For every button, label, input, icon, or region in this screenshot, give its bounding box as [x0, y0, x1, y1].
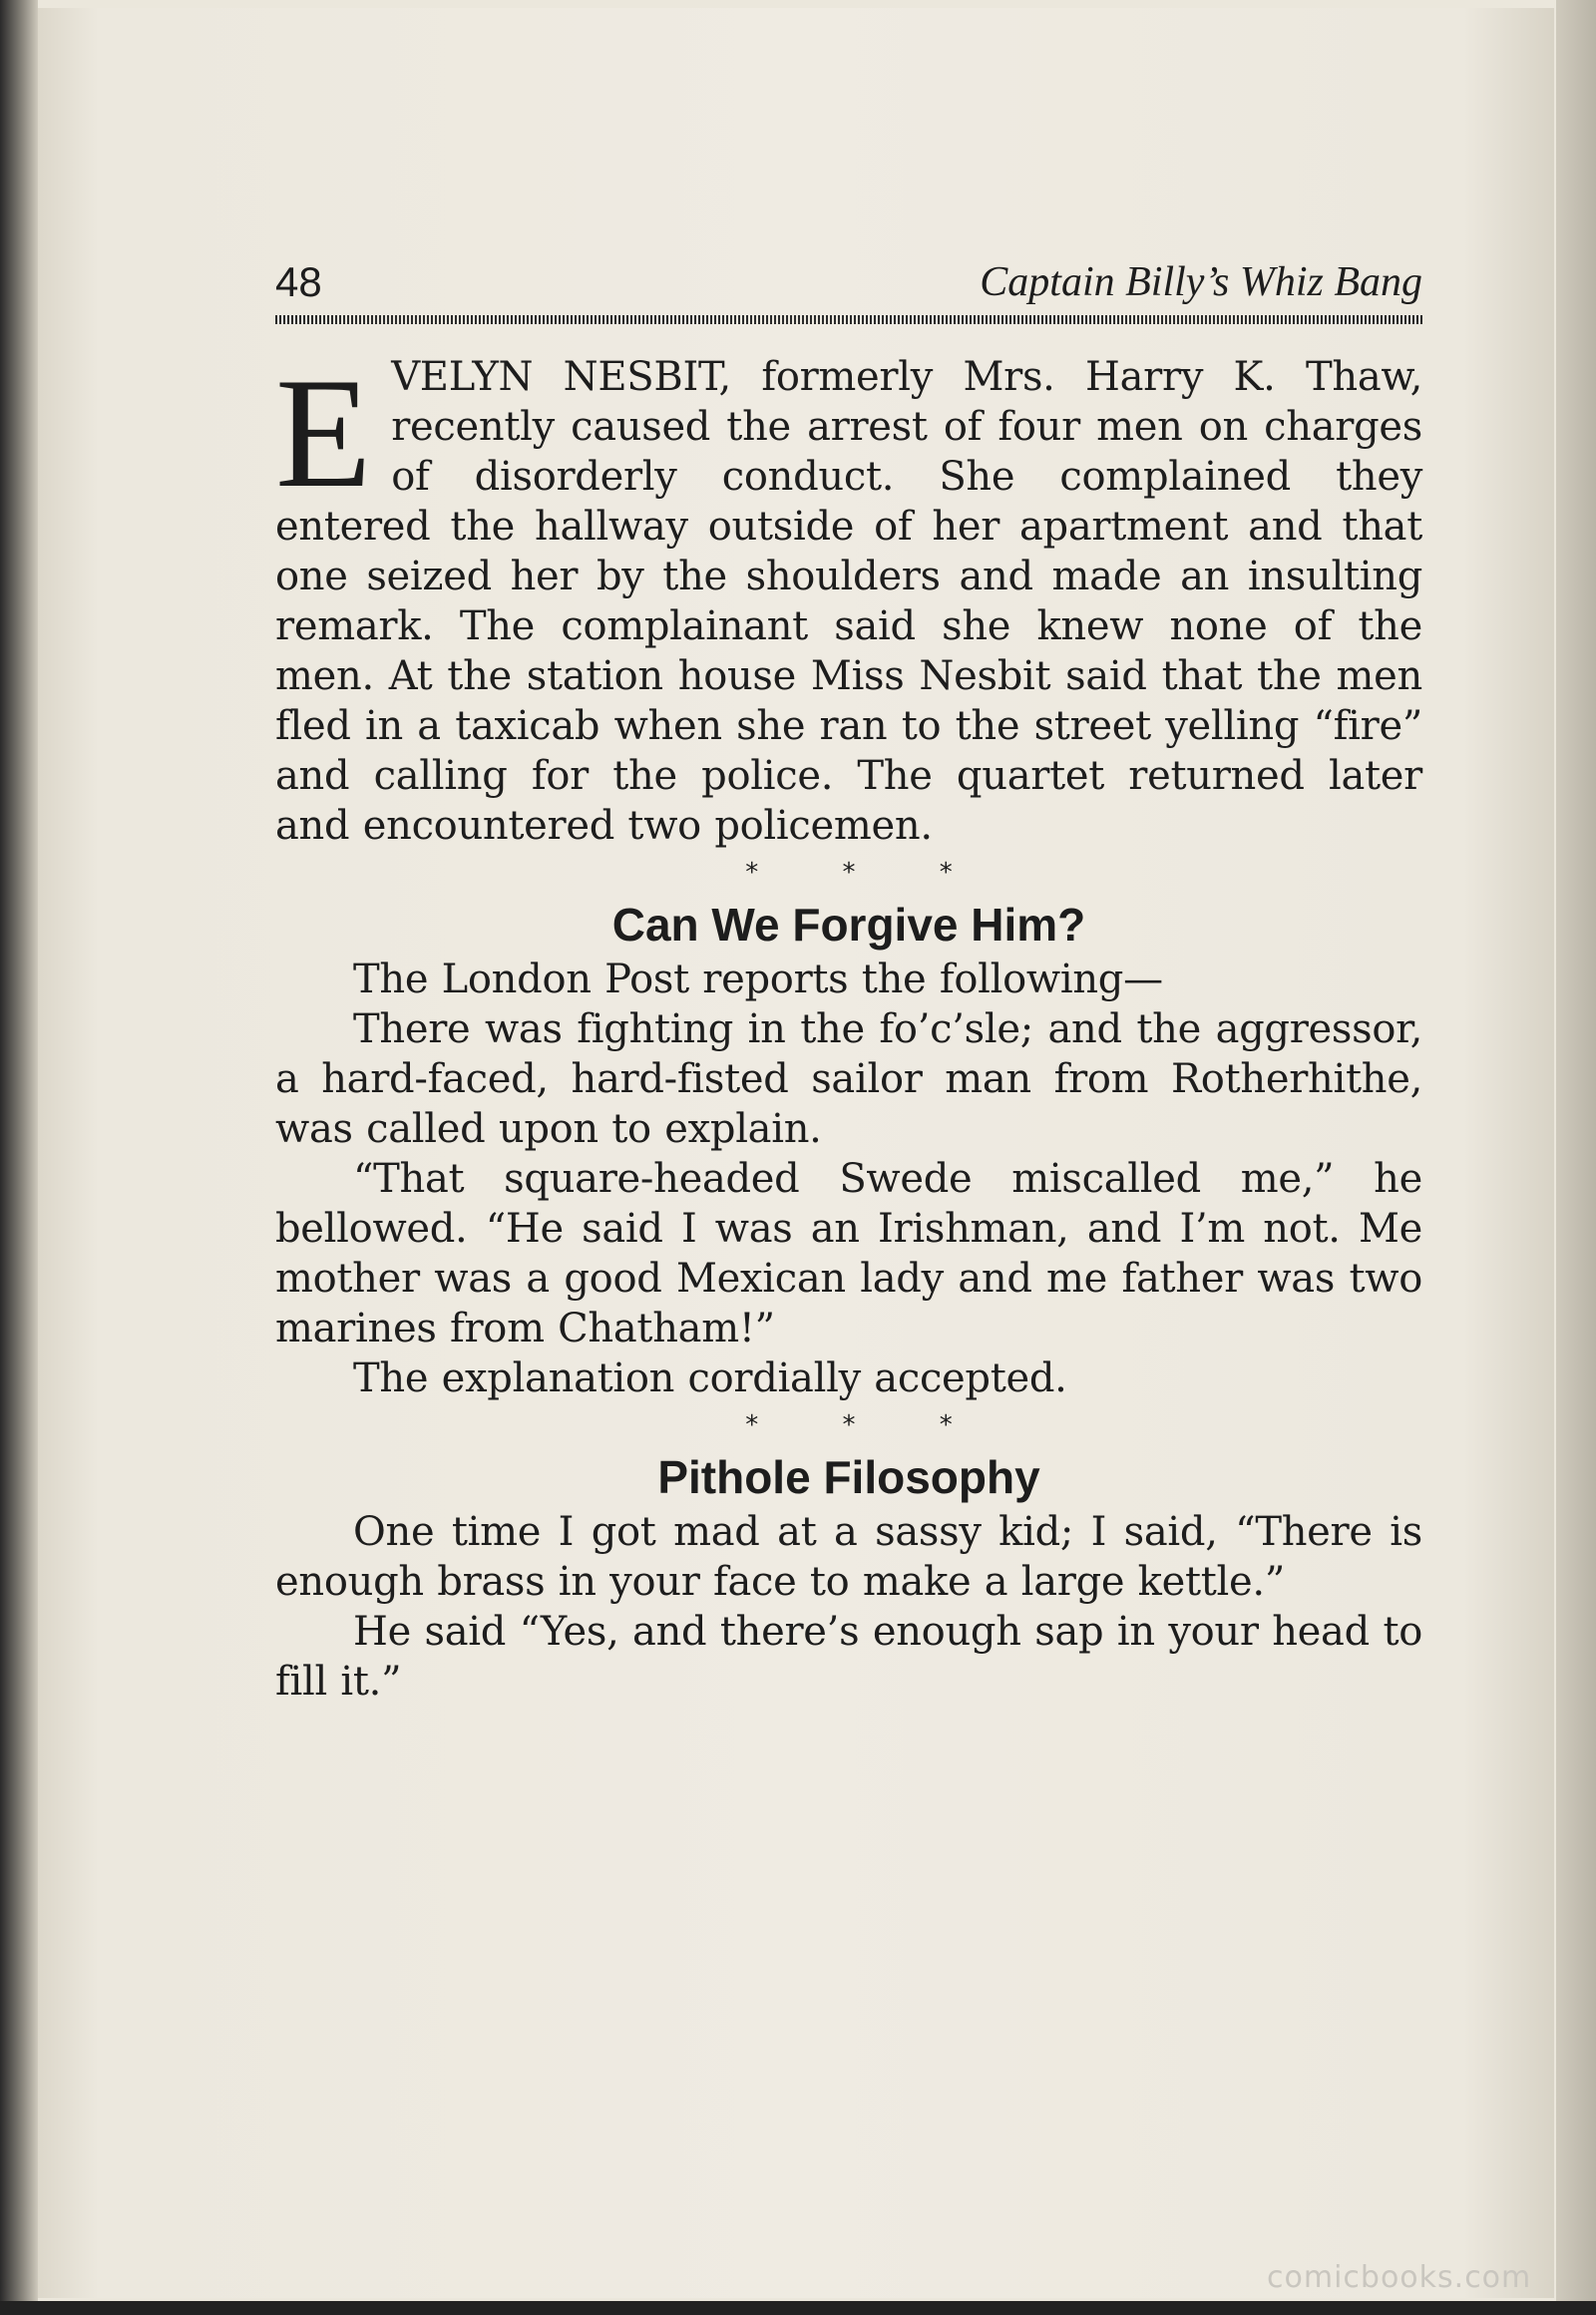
story-paragraph: There was fighting in the fo’c’sle; and the aggressor, a hard-faced, hard-fisted sailor man from Rotherhithe, was called upon to explain. [275, 1006, 1422, 1152]
section-separator: * * * [745, 1410, 991, 1440]
magazine-title: Captain Billy’s Whiz Bang [980, 259, 1422, 305]
text-column [275, 257, 1422, 1707]
bottom-edge [0, 2301, 1596, 2315]
story-heading-forgive: Can We Forgive Him? [611, 899, 1086, 951]
story-heading-filosophy: Pithole Filosophy [657, 1451, 1040, 1503]
watermark: comicbooks.com [1267, 2260, 1532, 2295]
drop-cap: E [275, 346, 372, 521]
running-head [275, 257, 1422, 313]
lead-story [275, 346, 1422, 851]
page-number: 48 [275, 258, 322, 305]
section-separator: * * * [745, 858, 991, 888]
story-paragraph: The explanation cordially accepted. [353, 1355, 1067, 1401]
lead-story-text: VELYN NESBIT, formerly Mrs. Harry K. Thaw, recently caused the arrest of four men on charges of disorderly conduct. She complained they entered the hallway outside of her apartment and that one seized her by the shoulders and made an insulting remark. The complainant said she knew none of the men. At the station house Miss Nesbit said that the men fled in a taxicab when she ran to the street yelling “fire” and calling for the police. The quartet returned later and encountered two policemen. [275, 354, 1422, 849]
story-paragraph: He said “Yes, and there’s enough sap in your head to fill it.” [275, 1609, 1422, 1705]
binding-shadow [0, 0, 38, 2315]
story-forgive [275, 955, 1422, 1403]
story-filosophy [275, 1507, 1422, 1707]
story-paragraph: One time I got mad at a sassy kid; I said, “There is enough brass in your face to make a large kettle.” [275, 1509, 1422, 1605]
header-rule [275, 315, 1422, 324]
page-edge [1556, 0, 1596, 2315]
story-paragraph: The London Post reports the following— [353, 957, 1163, 1002]
story-paragraph: “That square-headed Swede miscalled me,” he bellowed. “He said I was an Irishman, and I’m not. Me mother was a good Mexican lady and me father was two marines from Chatham!” [275, 1156, 1422, 1351]
